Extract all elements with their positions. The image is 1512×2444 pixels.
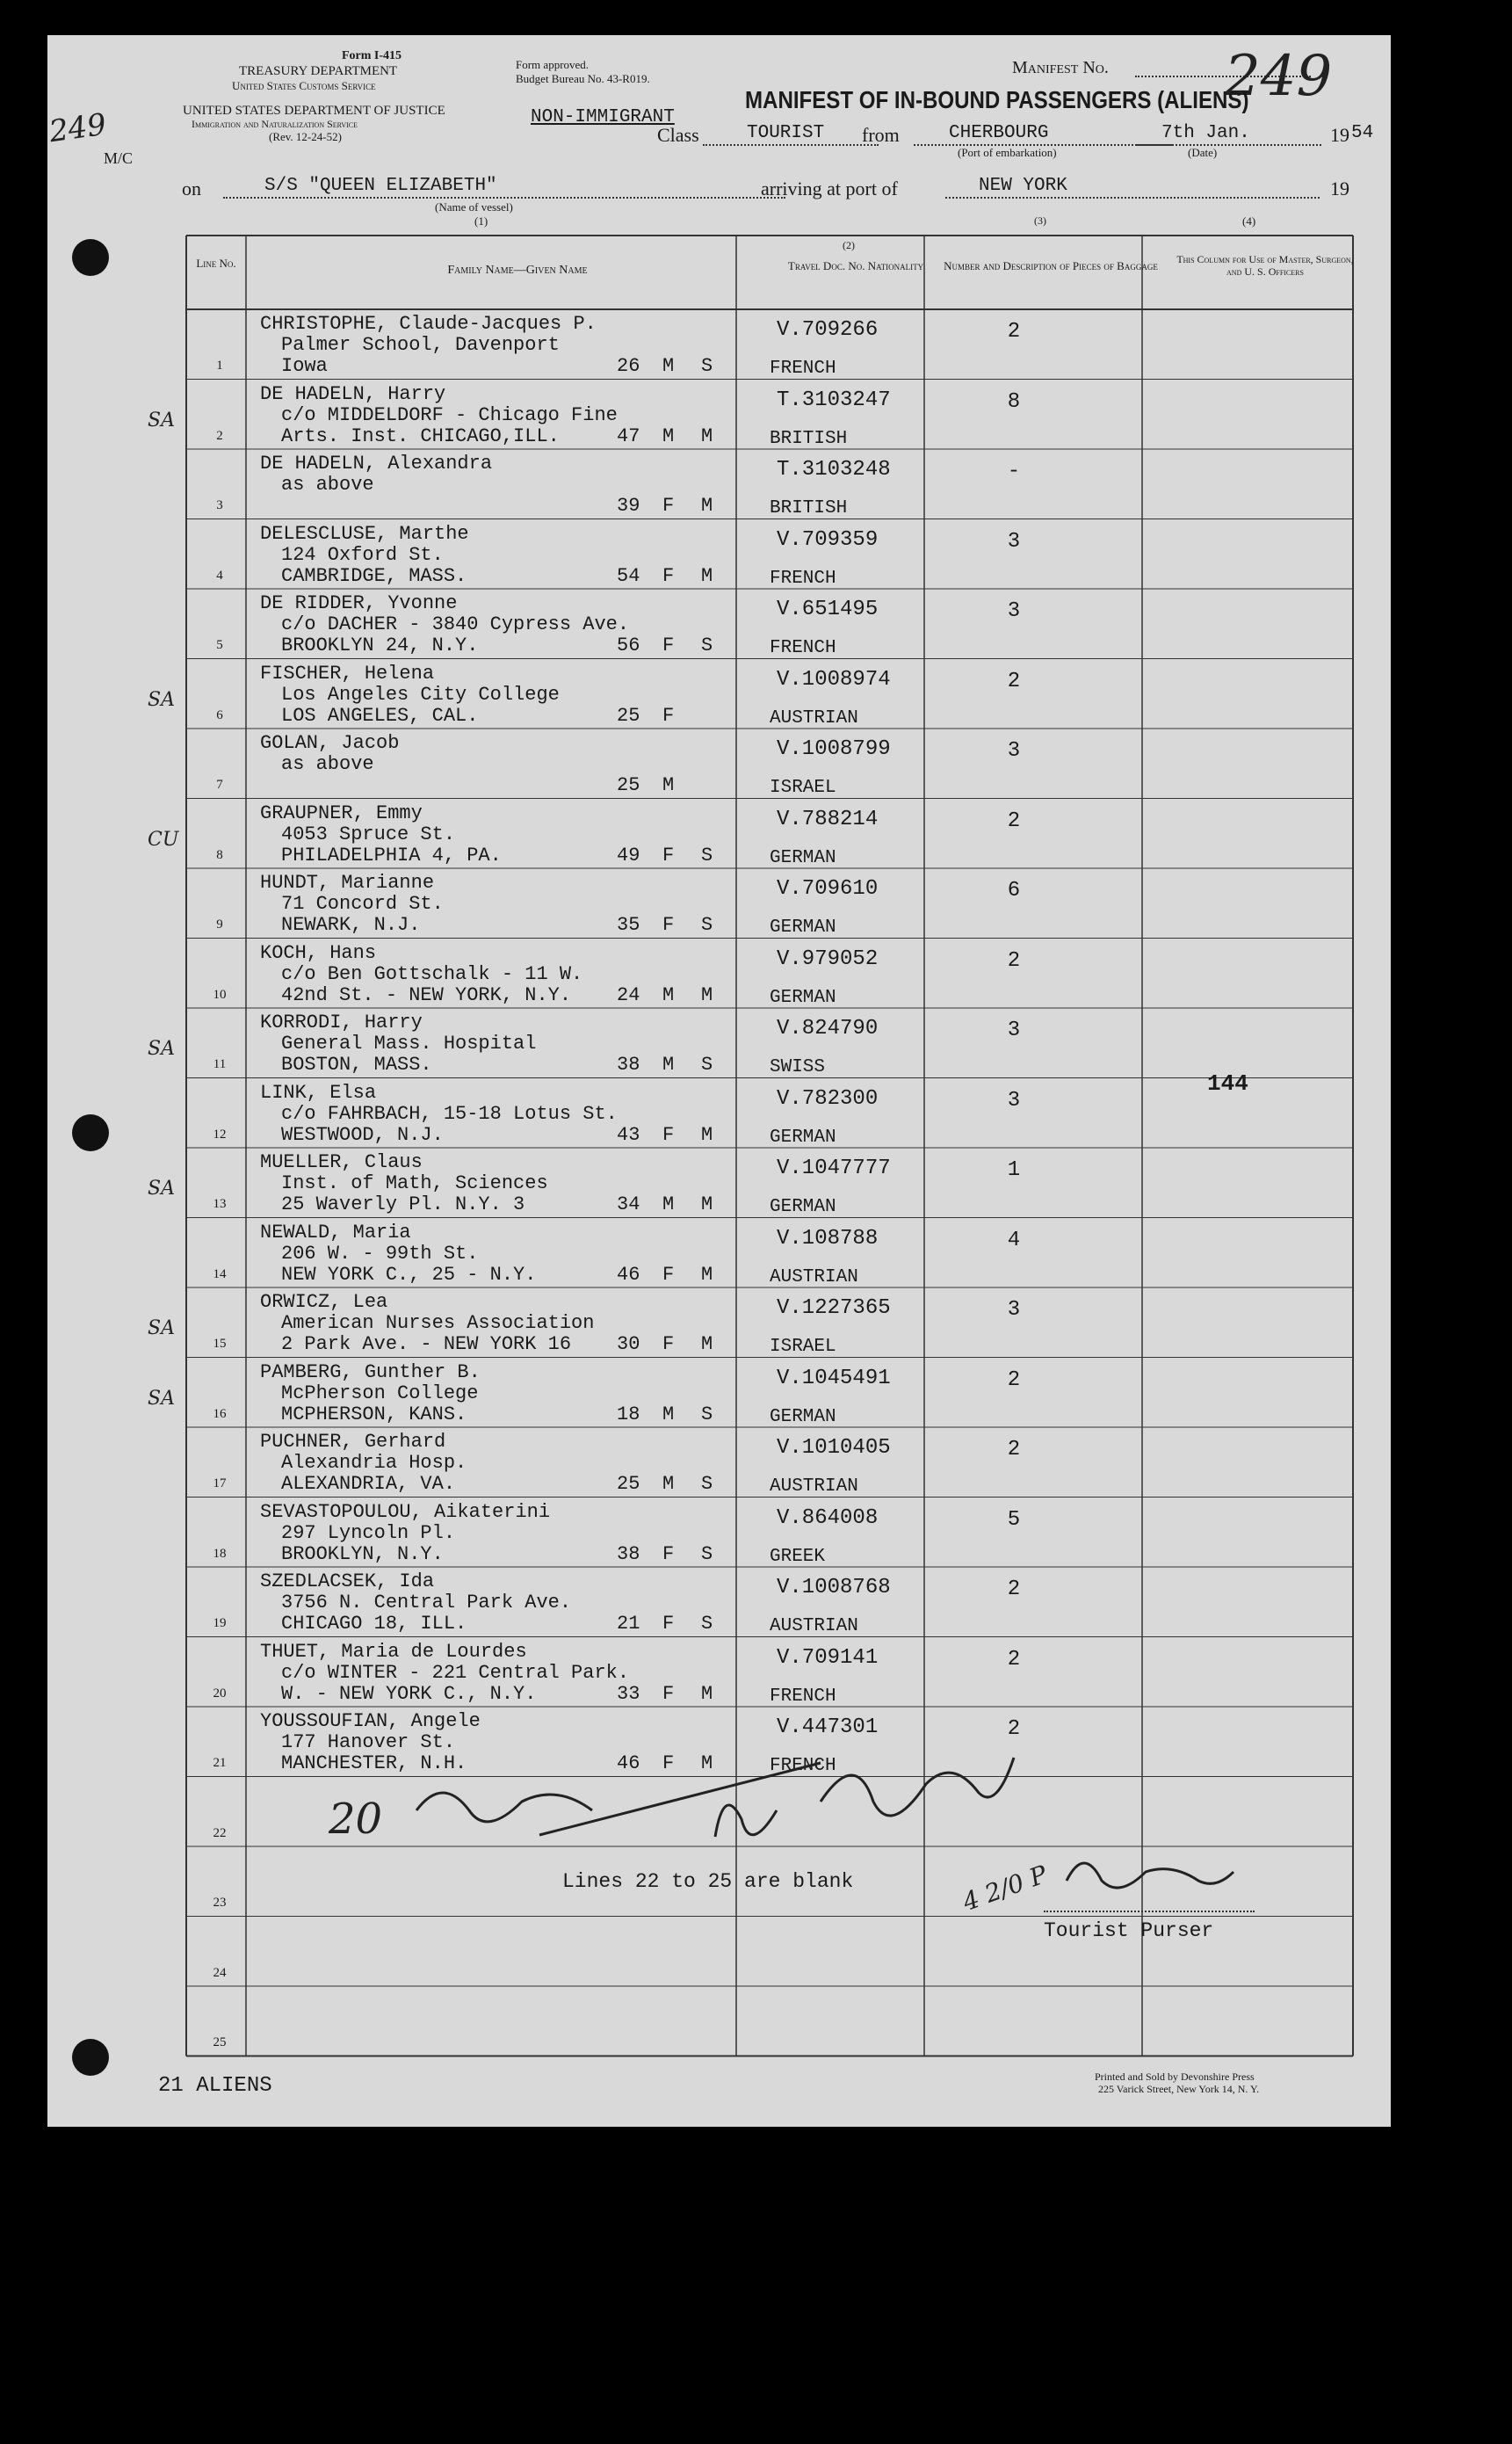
passenger-name: DE RIDDER, Yvonne	[260, 592, 458, 614]
manifest-no-handwritten: 249	[1225, 44, 1333, 109]
baggage-count: 3	[1007, 1088, 1021, 1113]
address-line-1: 206 W. - 99th St.	[281, 1242, 479, 1265]
manifest-sheet	[47, 35, 1391, 2127]
line-number: 4	[216, 568, 223, 583]
baggage-count: 2	[1007, 1438, 1021, 1461]
address-line-2: CAMBRIDGE, MASS.	[281, 564, 467, 587]
sex: F	[662, 1542, 675, 1565]
age: 21	[617, 1613, 640, 1635]
immigration-service: Immigration and Naturalization Service	[192, 118, 358, 130]
travel-doc-number: V.1008974	[777, 667, 891, 692]
nationality: FRENCH	[770, 359, 836, 379]
travel-doc-number: V.1045491	[777, 1366, 891, 1390]
margin-note: SA	[148, 1387, 175, 1410]
passenger-name: GOLAN, Jacob	[260, 732, 400, 754]
treasury-dept: TREASURY DEPARTMENT	[239, 64, 398, 78]
sex: M	[662, 983, 675, 1006]
passenger-name: SEVASTOPOULOU, Aikaterini	[260, 1500, 551, 1523]
marital-status: M	[701, 1682, 713, 1705]
vessel-name: S/S "QUEEN ELIZABETH"	[264, 176, 497, 196]
signature-2-icon	[715, 1805, 777, 1837]
handwritten-hours: 4 2/0 P	[959, 1859, 1052, 1918]
age: 46	[617, 1263, 640, 1286]
nationality: AUSTRIAN	[770, 1266, 858, 1287]
nationality: AUSTRIAN	[770, 707, 858, 729]
sex: M	[662, 355, 675, 377]
sex: F	[662, 914, 675, 936]
travel-doc-number: V.1227365	[777, 1296, 891, 1320]
col-line-no: Line No.	[196, 257, 236, 270]
travel-doc-number: V.447301	[777, 1715, 879, 1739]
sex: F	[662, 1123, 675, 1146]
line-number: 9	[216, 917, 223, 932]
baggage-count: 2	[1007, 669, 1021, 693]
purser-title: Tourist Purser	[1044, 1919, 1214, 1942]
address-line-1: c/o WINTER - 221 Central Park.	[281, 1661, 630, 1684]
baggage-count: 2	[1007, 320, 1021, 344]
nationality: GREEK	[770, 1546, 826, 1567]
nationality: FRENCH	[770, 638, 836, 658]
nationality: GERMAN	[770, 1197, 836, 1217]
form-approved: Form approved.	[516, 58, 590, 71]
address-line-2: PHILADELPHIA 4, PA.	[281, 844, 502, 867]
form-revision: (Rev. 12-24-52)	[269, 130, 342, 143]
age: 38	[617, 1542, 640, 1565]
nationality: FRENCH	[770, 1686, 836, 1707]
passenger-name: PUCHNER, Gerhard	[260, 1431, 446, 1453]
marital-status: M	[701, 424, 713, 447]
handwritten-count: 20	[329, 1795, 383, 1844]
baggage-count: -	[1007, 460, 1021, 483]
baggage-count: 2	[1007, 1647, 1021, 1672]
passenger-name: KORRODI, Harry	[260, 1012, 423, 1033]
port-caption: (Port of embarkation)	[958, 146, 1057, 159]
passenger-name: SZEDLACSEK, Ida	[260, 1570, 435, 1592]
address-line-1: 177 Hanover St.	[281, 1731, 456, 1753]
line-number: 22	[213, 1825, 227, 1840]
line-number: 16	[213, 1406, 227, 1421]
baggage-count: 2	[1007, 1717, 1021, 1741]
travel-doc-number: T.3103248	[777, 458, 891, 482]
passenger-name: LINK, Elsa	[260, 1081, 377, 1104]
manifest-title: MANIFEST OF IN-BOUND PASSENGERS (ALIENS)	[745, 86, 1249, 113]
address-line-2: Arts. Inst. CHICAGO,ILL.	[281, 424, 560, 447]
travel-doc-number: V.824790	[777, 1017, 879, 1041]
date-caption: (Date)	[1188, 146, 1218, 159]
line-number: 2	[216, 428, 223, 443]
margin-note: SA	[148, 688, 175, 711]
year-label: 19	[1330, 178, 1349, 199]
passenger-name: ORWICZ, Lea	[260, 1291, 388, 1313]
address-line-2: 42nd St. - NEW YORK, N.Y.	[281, 983, 572, 1006]
address-line-2: CHICAGO 18, ILL.	[281, 1613, 467, 1635]
address-line-1: Los Angeles City College	[281, 683, 560, 706]
line-number: 7	[216, 778, 223, 792]
address-line-1: c/o FAHRBACH, 15-18 Lotus St.	[281, 1102, 618, 1125]
baggage-count: 2	[1007, 809, 1021, 833]
age: 18	[617, 1403, 640, 1425]
address-line-1: American Nurses Association	[281, 1312, 595, 1334]
line-number: 14	[213, 1266, 227, 1281]
marital-status: S	[701, 1054, 713, 1076]
marital-status: M	[701, 564, 713, 587]
baggage-count: 3	[1007, 599, 1021, 623]
age: 47	[617, 424, 640, 447]
nationality: GERMAN	[770, 1127, 836, 1148]
address-line-1: 297 Lyncoln Pl.	[281, 1521, 456, 1544]
sex: M	[662, 1054, 675, 1076]
column-1-marker: (1)	[474, 214, 488, 228]
nationality: FRENCH	[770, 1756, 836, 1776]
margin-note: SA	[148, 1038, 175, 1060]
marital-status: M	[701, 1193, 713, 1215]
sex: M	[662, 1193, 675, 1215]
line-number: 15	[213, 1337, 227, 1351]
age: 49	[617, 844, 640, 867]
sex: F	[662, 1613, 675, 1635]
travel-doc-number: V.709266	[777, 318, 879, 342]
sex: F	[662, 635, 675, 656]
passenger-name: DE HADELN, Harry	[260, 382, 446, 405]
address-line-2: NEW YORK C., 25 - N.Y.	[281, 1263, 537, 1286]
passenger-name: KOCH, Hans	[260, 941, 377, 964]
travel-doc-number: V.864008	[777, 1505, 879, 1530]
marital-status: M	[701, 1123, 713, 1146]
arrival-port: NEW YORK	[979, 176, 1067, 196]
age: 38	[617, 1054, 640, 1076]
passenger-name: THUET, Maria de Lourdes	[260, 1640, 527, 1663]
margin-note: SA	[148, 409, 175, 432]
baggage-count: 3	[1007, 739, 1021, 763]
margin-note: SA	[148, 1178, 175, 1200]
line-number: 19	[213, 1616, 227, 1630]
address-line-2: 25 Waverly Pl. N.Y. 3	[281, 1193, 525, 1215]
marital-status: M	[701, 1263, 713, 1286]
marital-status: M	[701, 1752, 713, 1774]
travel-doc-number: V.1008768	[777, 1576, 891, 1599]
line-number: 18	[213, 1546, 227, 1561]
age: 35	[617, 914, 640, 936]
address-line-1: as above	[281, 474, 374, 496]
nationality: GERMAN	[770, 987, 836, 1008]
travel-doc-number: T.3103247	[777, 388, 891, 412]
age: 30	[617, 1333, 640, 1355]
line-number: 10	[213, 987, 227, 1002]
address-line-2: BOSTON, MASS.	[281, 1054, 432, 1076]
line-number: 23	[213, 1896, 227, 1910]
nationality: GERMAN	[770, 847, 836, 868]
line-number: 3	[216, 498, 223, 512]
travel-doc-number: V.651495	[777, 598, 879, 621]
marital-status: S	[701, 1473, 713, 1495]
line-number: 24	[213, 1965, 227, 1980]
marital-status: S	[701, 355, 713, 377]
baggage-count: 3	[1007, 1298, 1021, 1322]
travel-doc-number: V.108788	[777, 1226, 879, 1251]
address-line-1: c/o MIDDELDORF - Chicago Fine	[281, 403, 618, 426]
address-line-2: ALEXANDRIA, VA.	[281, 1473, 456, 1495]
aliens-total: 21 ALIENS	[158, 2074, 272, 2098]
printer-line-2: 225 Varick Street, New York 14, N. Y.	[1098, 2083, 1260, 2095]
passenger-name: CHRISTOPHE, Claude-Jacques P.	[260, 313, 597, 335]
signature-underline-icon	[539, 1763, 821, 1835]
sex: M	[662, 774, 675, 796]
line-number: 8	[216, 847, 223, 862]
baggage-count: 3	[1007, 529, 1021, 554]
passenger-name: NEWALD, Maria	[260, 1221, 411, 1244]
sex: F	[662, 844, 675, 867]
margin-initials: M/C	[104, 149, 134, 167]
vessel-caption: (Name of vessel)	[435, 200, 513, 214]
age: 56	[617, 635, 640, 656]
address-line-2: 2 Park Ave. - NEW YORK 16	[281, 1333, 572, 1355]
non-immigrant-stamp: NON-IMMIGRANT	[531, 107, 675, 127]
sex: M	[662, 1473, 675, 1495]
age: 34	[617, 1193, 640, 1215]
marital-status: S	[701, 1542, 713, 1565]
address-line-2: BROOKLYN 24, N.Y.	[281, 635, 479, 656]
margin-note: CU	[148, 828, 179, 851]
address-line-1: as above	[281, 753, 374, 775]
sex: F	[662, 1333, 675, 1355]
margin-note: SA	[148, 1317, 175, 1339]
line-number: 5	[216, 638, 223, 652]
age: 26	[617, 355, 640, 377]
address-line-2: LOS ANGELES, CAL.	[281, 704, 479, 727]
travel-doc-number: V.709610	[777, 877, 879, 901]
date-value: 7th Jan.	[1161, 123, 1250, 143]
passenger-name: DELESCLUSE, Marthe	[260, 522, 469, 545]
passenger-name: MUELLER, Claus	[260, 1151, 423, 1173]
baggage-count: 8	[1007, 389, 1021, 414]
baggage-count: 2	[1007, 1367, 1021, 1392]
baggage-count: 2	[1007, 948, 1021, 973]
travel-doc-number: V.782300	[777, 1086, 879, 1111]
customs-service: United States Customs Service	[232, 79, 376, 92]
line-number: 1	[216, 359, 223, 373]
baggage-count: 4	[1007, 1228, 1021, 1252]
sex: F	[662, 564, 675, 587]
nationality: SWISS	[770, 1057, 826, 1077]
sex: F	[662, 1263, 675, 1286]
baggage-count: 3	[1007, 1019, 1021, 1042]
travel-doc-number: V.709141	[777, 1645, 879, 1670]
nationality: AUSTRIAN	[770, 1476, 858, 1497]
line-number: 20	[213, 1686, 227, 1701]
col-travel-doc: Travel Doc. No. Nationality	[787, 259, 924, 272]
budget-number: Budget Bureau No. 43-R019.	[516, 72, 650, 85]
nationality: GERMAN	[770, 1406, 836, 1427]
margin-handwritten-number: 249	[47, 106, 109, 150]
justice-dept: UNITED STATES DEPARTMENT OF JUSTICE	[183, 104, 445, 118]
embarkation-port: CHERBOURG	[949, 123, 1049, 143]
marital-status: M	[701, 983, 713, 1006]
marital-status: S	[701, 844, 713, 867]
column-4-marker: (4)	[1242, 214, 1256, 228]
marital-status: M	[701, 495, 713, 517]
sex: F	[662, 1752, 675, 1774]
sex: M	[662, 1403, 675, 1425]
line-number: 12	[213, 1127, 227, 1142]
travel-doc-number: V.1008799	[777, 737, 891, 761]
arriving-label: arriving at port of	[761, 178, 898, 199]
marital-status: S	[701, 635, 713, 656]
baggage-count: 2	[1007, 1577, 1021, 1601]
class-label: Class	[657, 124, 699, 146]
age: 46	[617, 1752, 640, 1774]
col-family-name: Family Name—Given Name	[447, 264, 588, 277]
age: 54	[617, 564, 640, 587]
address-line-1: 4053 Spruce St.	[281, 823, 456, 845]
nationality: BRITISH	[770, 428, 848, 449]
printer-line-1: Printed and Sold by Devonshire Press	[1095, 2071, 1255, 2083]
from-label: from	[862, 124, 900, 146]
signature-1-icon	[416, 1793, 592, 1822]
nationality: BRITISH	[770, 498, 848, 519]
line-number: 25	[213, 2035, 227, 2049]
address-line-1: 124 Oxford St.	[281, 543, 444, 566]
col-officers: This Column for Use of Master, Surgeon, and U. S. Officers	[1176, 253, 1354, 278]
address-line-1: Palmer School, Davenport	[281, 334, 560, 356]
signature-3-icon	[821, 1758, 1014, 1816]
officer-note: 144	[1207, 1070, 1248, 1097]
age: 25	[617, 704, 640, 727]
on-label: on	[182, 178, 201, 199]
address-line-2: MCPHERSON, KANS.	[281, 1403, 467, 1425]
purser-signature-icon	[1067, 1863, 1233, 1888]
marital-status: M	[701, 1333, 713, 1355]
sex: F	[662, 704, 675, 727]
marital-status: S	[701, 914, 713, 936]
line-number: 17	[213, 1476, 227, 1490]
passenger-name: FISCHER, Helena	[260, 662, 435, 685]
class-value: TOURIST	[747, 123, 825, 143]
age: 39	[617, 495, 640, 517]
line-number: 11	[213, 1057, 227, 1071]
travel-doc-number: V.979052	[777, 946, 879, 971]
address-line-1: 71 Concord St.	[281, 893, 444, 915]
sex: M	[662, 424, 675, 447]
age: 43	[617, 1123, 640, 1146]
year-suffix: 54	[1351, 123, 1374, 143]
address-line-1: Inst. of Math, Sciences	[281, 1172, 548, 1194]
baggage-count: 1	[1007, 1158, 1021, 1182]
marital-status: S	[701, 1613, 713, 1635]
nationality: FRENCH	[770, 568, 836, 589]
col-baggage: Number and Description of Pieces of Baggage	[944, 259, 1158, 272]
nationality: ISRAEL	[770, 1337, 836, 1357]
line-number: 13	[213, 1197, 227, 1211]
col-2-marker: (2)	[843, 239, 855, 251]
age: 33	[617, 1682, 640, 1705]
address-line-1: McPherson College	[281, 1382, 479, 1404]
nationality: AUSTRIAN	[770, 1616, 858, 1636]
address-line-2: W. - NEW YORK C., N.Y.	[281, 1682, 537, 1705]
address-line-2: WESTWOOD, N.J.	[281, 1123, 444, 1146]
marital-status: S	[701, 1403, 713, 1425]
passenger-name: YOUSSOUFIAN, Angele	[260, 1710, 481, 1732]
col-3-marker: (3)	[1034, 214, 1046, 227]
travel-doc-number: V.709359	[777, 527, 879, 552]
line-number: 6	[216, 707, 223, 722]
baggage-count: 5	[1007, 1507, 1021, 1532]
nationality: ISRAEL	[770, 778, 836, 798]
form-number: Form I-415	[342, 49, 402, 62]
passenger-name: GRAUPNER, Emmy	[260, 801, 423, 824]
travel-doc-number: V.788214	[777, 807, 879, 831]
passenger-name: DE HADELN, Alexandra	[260, 453, 493, 475]
address-line-2: Iowa	[281, 355, 328, 377]
line-number: 21	[213, 1756, 227, 1770]
address-line-1: 3756 N. Central Park Ave.	[281, 1592, 572, 1614]
nationality: GERMAN	[770, 917, 836, 938]
address-line-1: c/o Ben Gottschalk - 11 W.	[281, 962, 583, 985]
address-line-1: c/o DACHER - 3840 Cypress Ave.	[281, 613, 630, 635]
signature-strokes	[47, 35, 1391, 2127]
address-line-2: MANCHESTER, N.H.	[281, 1752, 467, 1774]
blank-lines-note: Lines 22 to 25 are blank	[562, 1870, 854, 1893]
age: 25	[617, 1473, 640, 1495]
travel-doc-number: V.1047777	[777, 1157, 891, 1180]
year-prefix: 19	[1330, 124, 1349, 146]
passenger-name: HUNDT, Marianne	[260, 872, 435, 894]
address-line-1: General Mass. Hospital	[281, 1033, 537, 1055]
address-line-2: BROOKLYN, N.Y.	[281, 1542, 444, 1565]
age: 25	[617, 774, 640, 796]
address-line-2: NEWARK, N.J.	[281, 914, 421, 936]
passenger-name: PAMBERG, Gunther B.	[260, 1360, 481, 1383]
travel-doc-number: V.1010405	[777, 1436, 891, 1460]
sex: F	[662, 495, 675, 517]
baggage-count: 6	[1007, 879, 1021, 903]
address-line-1: Alexandria Hosp.	[281, 1452, 467, 1474]
manifest-no-label: Manifest No.	[1012, 58, 1109, 77]
age: 24	[617, 983, 640, 1006]
sex: F	[662, 1682, 675, 1705]
